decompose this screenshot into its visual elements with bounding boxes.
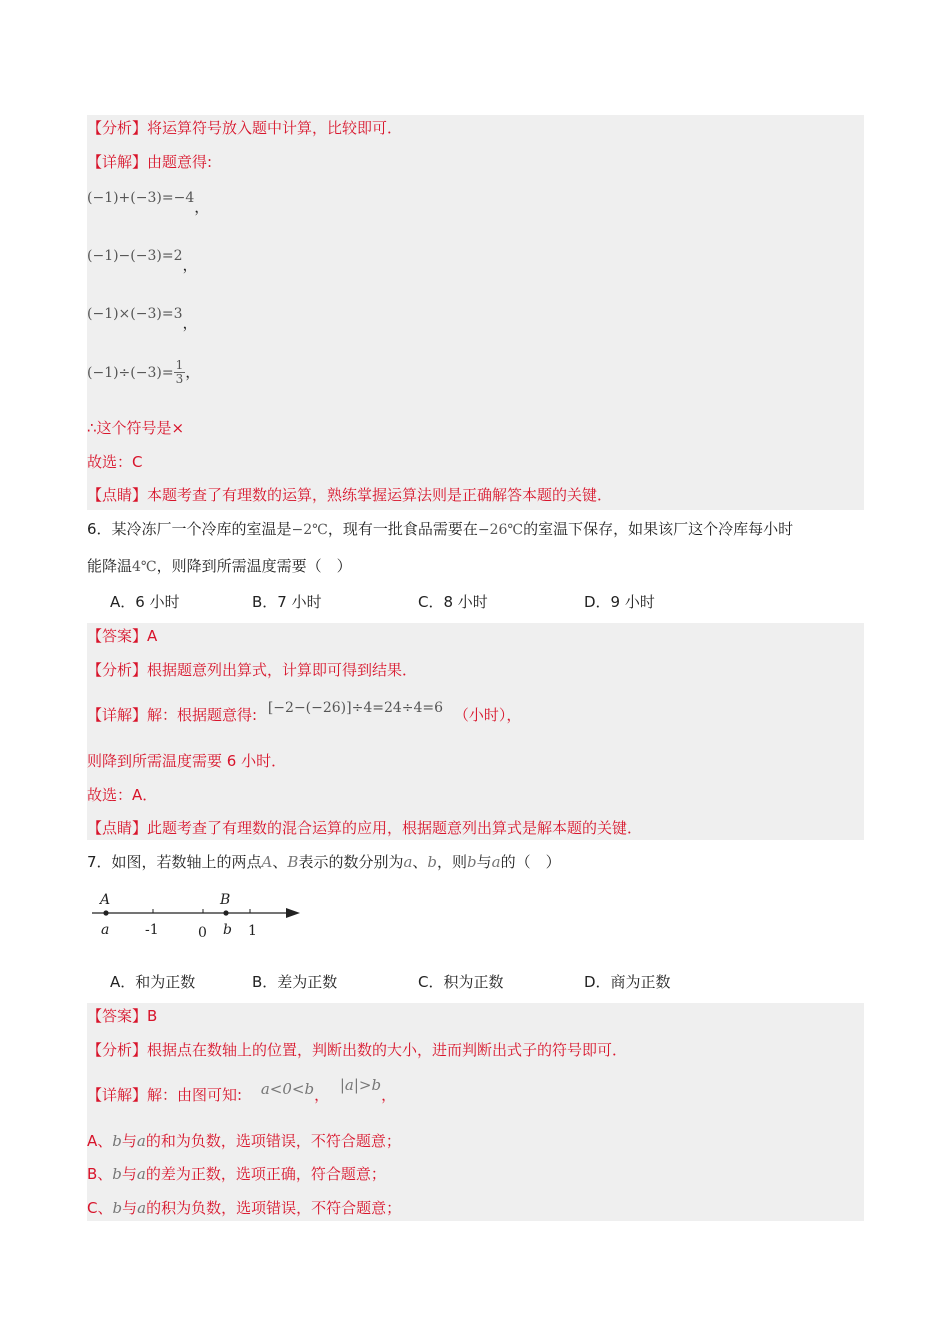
solution-block-6 — [87, 623, 864, 840]
temperature: −2℃ — [291, 522, 328, 538]
text: 【详解】解：由图可知: — [87, 1086, 243, 1104]
text: 的室温下保存，如果该厂这个冷库每小时 — [523, 520, 794, 538]
var-b: b — [467, 853, 477, 871]
fraction — [174, 359, 186, 386]
text: 与 — [122, 1199, 138, 1217]
text: （小时）， — [453, 706, 522, 724]
q6-option-c: C．8 小时 — [418, 593, 488, 611]
text: ，现有一批食品需要在 — [327, 520, 478, 538]
label-a: a — [101, 922, 110, 938]
tick-label-0: 0 — [198, 925, 207, 941]
text: ，则 — [437, 853, 468, 871]
text: 7．如图，若数轴上的两点 — [87, 853, 262, 871]
text: C、 — [87, 1199, 113, 1217]
text: ，则降到所需温度需要（ ） — [156, 557, 352, 575]
math-expr: a<0<b — [260, 1080, 315, 1098]
math-expr: (−1)+(−3)=−4 — [87, 190, 195, 206]
fraction-denominator: 3 — [175, 372, 184, 386]
point-A — [103, 910, 108, 915]
detail-line — [87, 1076, 397, 1105]
var-a: a — [491, 853, 501, 871]
var-a: a — [136, 1165, 146, 1183]
text: 、 — [272, 853, 288, 871]
comma: ， — [194, 198, 210, 216]
text: 的积为负数，选项错误，不符合题意； — [146, 1199, 402, 1217]
answer-line: 【答案】B — [87, 1007, 158, 1025]
math-expr: [−2−(−26)]÷4=24÷4=6 — [267, 700, 444, 716]
label-b: b — [223, 922, 232, 938]
q7-option-b: B．差为正数 — [252, 973, 338, 991]
label-A: A — [100, 892, 111, 908]
text: A、 — [87, 1132, 113, 1150]
text: 表示的数分别为 — [298, 853, 404, 871]
fraction-numerator: 1 — [175, 358, 184, 372]
text: 与 — [121, 1132, 137, 1150]
math-expr: |a|>b — [339, 1076, 382, 1094]
var-b: b — [112, 1199, 123, 1217]
text: 6．某冷冻厂一个冷库的室温是 — [87, 520, 292, 538]
solution-block-7 — [87, 1003, 864, 1221]
detail-line: 【详解】由题意得: — [87, 153, 213, 171]
text: 能降温 — [87, 557, 133, 575]
q7-option-a: A．和为正数 — [110, 973, 196, 991]
q6-option-b: B．7 小时 — [252, 593, 322, 611]
equation-4 — [87, 359, 200, 386]
option-c-analysis — [87, 1198, 401, 1218]
analysis-line: 【分析】根据点在数轴上的位置，判断出数的大小，进而判断出式子的符号即可． — [87, 1041, 628, 1059]
number-line-figure — [88, 888, 308, 948]
choice-line: 故选：C — [87, 453, 143, 471]
comment-line: 【点睛】本题考查了有理数的运算，熟练掌握运算法则是正确解答本题的关键． — [87, 486, 613, 504]
comma: ， — [185, 363, 201, 381]
comma: ， — [381, 1086, 397, 1104]
therefore-line: ∴这个符号是× — [87, 419, 185, 437]
equation-1 — [87, 187, 210, 216]
comment-line: 【点睛】此题考查了有理数的混合运算的应用，根据题意列出算式是解本题的关键． — [87, 819, 643, 837]
detail-line — [87, 700, 522, 726]
equation-2 — [87, 245, 198, 274]
comma: ， — [182, 256, 198, 274]
text: 【详解】解：根据题意得: — [87, 706, 258, 724]
answer-line: 【答案】A — [87, 627, 158, 645]
axis-arrow — [286, 908, 300, 918]
analysis-line: 【分析】根据题意列出算式，计算即可得到结果． — [87, 661, 418, 679]
text: 与 — [476, 853, 492, 871]
text: 的和为负数，选项错误，不符合题意； — [145, 1132, 401, 1150]
option-b-analysis — [87, 1164, 386, 1184]
temperature: 4℃ — [132, 559, 157, 575]
text: B、 — [87, 1165, 113, 1183]
choice-line: 故选：A． — [87, 786, 158, 804]
point-B — [223, 910, 228, 915]
math-expr: (−1)÷(−3)= — [87, 365, 174, 381]
solution-block-5 — [87, 115, 864, 510]
var-b: b — [112, 1165, 122, 1183]
tick-label-1: 1 — [248, 923, 257, 939]
text: 、 — [412, 853, 428, 871]
q6-option-a: A．6 小时 — [110, 593, 180, 611]
question-6-line-2 — [87, 556, 352, 577]
comma: ， — [314, 1086, 330, 1104]
equation-3 — [87, 303, 198, 332]
var-b: b — [427, 853, 438, 871]
label-B: B — [220, 892, 231, 908]
comma: ， — [182, 314, 198, 332]
q6-option-d: D．9 小时 — [584, 593, 655, 611]
var-a: a — [136, 1132, 146, 1150]
var-a: a — [403, 853, 413, 871]
math-expr: (−1)×(−3)=3 — [87, 306, 183, 322]
var-b: b — [112, 1132, 122, 1150]
text: 与 — [121, 1165, 137, 1183]
var-B: B — [287, 853, 299, 871]
math-expr: (−1)−(−3)=2 — [87, 248, 183, 264]
text: 的（ ） — [500, 853, 561, 871]
question-6-line-1 — [87, 519, 793, 540]
analysis-line: 【分析】将运算符号放入题中计算，比较即可． — [87, 119, 403, 137]
var-A: A — [261, 853, 273, 871]
question-7-stem — [87, 852, 561, 872]
text: 的差为正数，选项正确，符合题意； — [145, 1165, 386, 1183]
q7-option-d: D．商为正数 — [584, 973, 671, 991]
then-line: 则降到所需温度需要 6 小时． — [87, 752, 287, 770]
var-a: a — [137, 1199, 147, 1217]
option-a-analysis — [87, 1131, 401, 1151]
q7-option-c: C．积为正数 — [418, 973, 504, 991]
tick-label-neg1: -1 — [145, 922, 159, 938]
temperature: −26℃ — [477, 522, 524, 538]
